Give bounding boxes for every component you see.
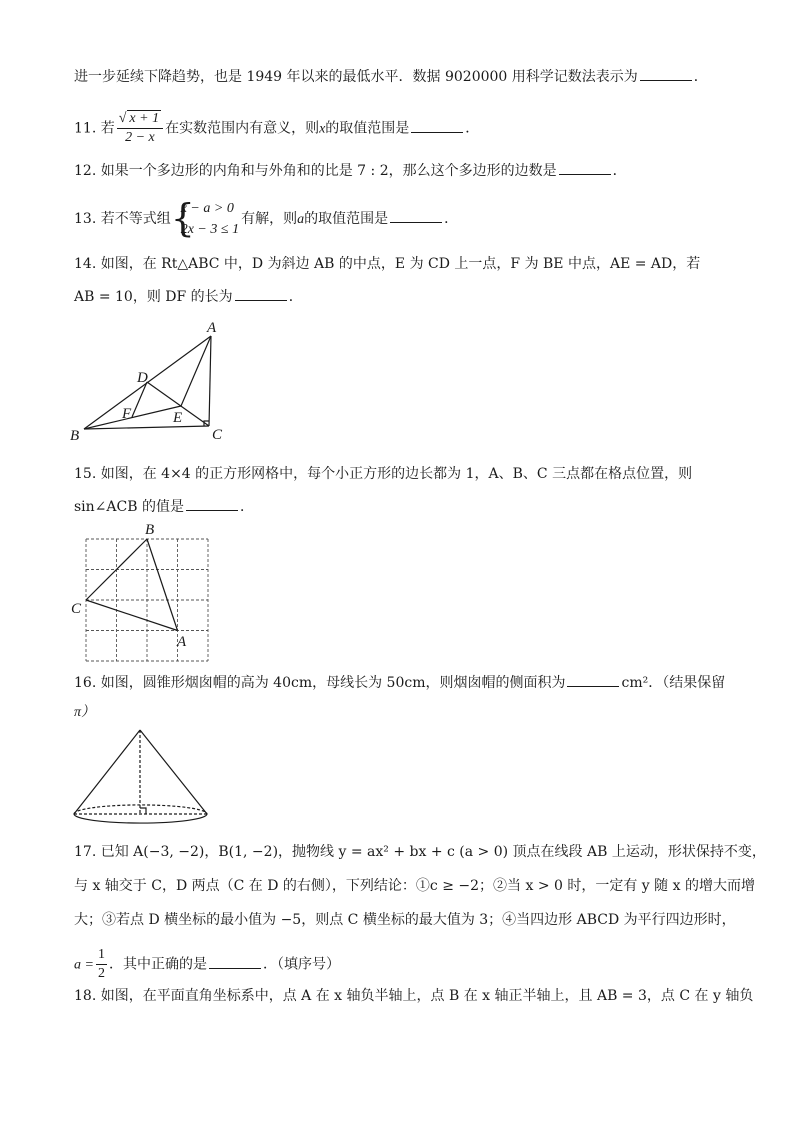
- label-B: B: [145, 522, 155, 538]
- label-F: F: [122, 406, 132, 422]
- question-text: 如图，圆锥形烟囱帽的高为 40cm，母线长为 50cm，则烟囱帽的侧面积为: [100, 675, 566, 691]
- question-16-line2: π）: [74, 705, 96, 720]
- question-12: 12. 如果一个多边形的内角和与外角和的比是 7 : 2，那么这个多边形的边数是 ．: [74, 160, 627, 181]
- question-text: 如果一个多边形的内角和与外角和的比是 7 : 2，那么这个多边形的边数是: [100, 163, 557, 179]
- answer-blank[interactable]: [209, 954, 261, 969]
- question-16-line1: 16. 如图，圆锥形烟囱帽的高为 40cm，母线长为 50cm，则烟囱帽的侧面积为 cm²．（结果保留: [74, 672, 725, 693]
- answer-blank[interactable]: [235, 286, 287, 301]
- fraction: $\frac{√ x + 1}{2 - x}$: [117, 110, 163, 147]
- intro-text: 进一步延续下降趋势，也是 1949 年以来的最低水平．数据 9020000 用科学记数法表示为: [74, 69, 638, 85]
- question-number: 17.: [74, 844, 97, 860]
- question-number: 11.: [74, 120, 97, 137]
- question-17-line4: a = $\frac{1}{2}$ ．其中正确的是 ．（填序号）: [74, 947, 340, 981]
- label-A: A: [207, 320, 217, 336]
- question-text: 如图，在 Rt△ABC 中，D 为斜边 AB 的中点，E 为 CD 上一点，F 为 BE 中点，AE = AD，若: [100, 256, 701, 272]
- intro-line: 进一步延续下降趋势，也是 1949 年以来的最低水平．数据 9020000 用科学记数法表示为 ．: [74, 66, 708, 87]
- question-number: 12.: [74, 163, 97, 179]
- answer-blank[interactable]: [640, 66, 692, 81]
- label-C: C: [212, 427, 223, 443]
- question-text: 如图，在 4×4 的正方形网格中，每个小正方形的边长都为 1，A、B、C 三点都在格点位置，则: [100, 466, 693, 482]
- label-D: D: [137, 370, 148, 386]
- triangle-figure-q14: [64, 316, 234, 446]
- inequality-system: { x − a > 0 2x − 3 ≤ 1: [170, 196, 240, 240]
- label-B: B: [70, 428, 80, 444]
- question-13: 13. 若不等式组 { x − a > 0 2x − 3 ≤ 1 有解，则a的取值范围是 ．: [74, 196, 459, 240]
- question-number: 18.: [74, 988, 97, 1004]
- cone-figure-q16: [68, 724, 238, 834]
- grid-figure-q15: [68, 520, 218, 664]
- fraction: $\frac{1}{2}$: [97, 947, 105, 981]
- question-text: 已知 A(−3, −2)，B(1, −2)，抛物线 y = ax² + bx + c (a > 0) 顶点在线段 AB 上运动，形状保持不变，: [100, 844, 766, 860]
- label-A: A: [177, 634, 187, 650]
- answer-blank[interactable]: [390, 208, 442, 223]
- question-17-line2: 与 x 轴交于 C，D 两点（C 在 D 的右侧），下列结论：①c ≥ −2；②当 x > 0 时，一定有 y 随 x 的增大而增: [74, 878, 755, 894]
- question-18-line1: [74, 986, 753, 1006]
- answer-blank[interactable]: [411, 118, 463, 133]
- question-14-line2: AB = 10，则 DF 的长为 ．: [74, 286, 303, 307]
- question-number: 15.: [74, 466, 97, 482]
- question-11: 11. 若 $\frac{√ x + 1}{2 - x}$ 在实数范围内有意义，则x的取值范围是 ．: [74, 111, 480, 145]
- answer-blank[interactable]: [186, 496, 238, 511]
- answer-blank[interactable]: [559, 160, 611, 175]
- answer-blank[interactable]: [567, 672, 619, 687]
- label-C: C: [71, 601, 82, 617]
- question-text: 如图，在平面直角坐标系中，点 A 在 x 轴负半轴上，点 B 在 x 轴正半轴上，且 AB = 3，点 C 在 y 轴负: [100, 988, 754, 1004]
- question-number: 16.: [74, 675, 97, 691]
- question-14-line1: [74, 254, 700, 274]
- question-15-line2: sin∠ACB 的值是 ．: [74, 496, 254, 517]
- label-E: E: [173, 410, 183, 426]
- question-number: 14.: [74, 256, 97, 272]
- question-17-line3: 大；③若点 D 横坐标的最小值为 −5，则点 C 横坐标的最大值为 3；④当四边形 ABCD 为平行四边形时，: [74, 912, 736, 928]
- question-15-line1: [74, 464, 692, 484]
- question-number: 13.: [74, 211, 97, 227]
- question-17-line1: [74, 842, 766, 862]
